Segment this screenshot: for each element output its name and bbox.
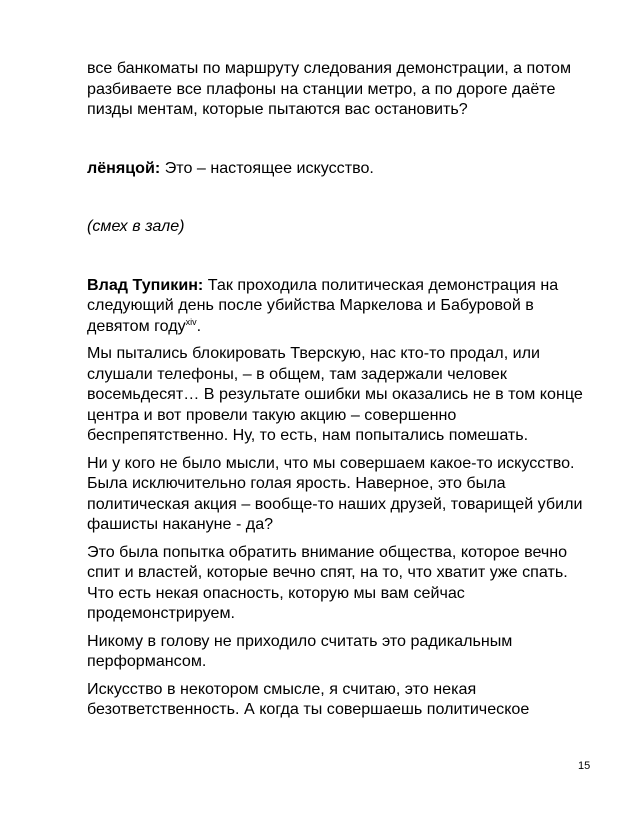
footnote-marker: xiv — [185, 316, 197, 327]
paragraph-tupikin — [87, 275, 597, 337]
page-number: 15 — [578, 760, 591, 772]
paragraph-body: Это была попытка обратить внимание общества, которое вечно спит и властей, которые вечно спят, на то, что хватит уже спать. Что есть некая опасность, которую мы вам сейчас продемонстрируем. — [87, 542, 568, 622]
speaker-name: Влад Тупикин: — [87, 275, 204, 294]
paragraph-body: Никому в голову не приходило считать это радикальным перформансом. — [87, 631, 513, 670]
speaker-text-end: . — [196, 316, 202, 335]
paragraph-question-end: все банкоматы по маршруту следования демонстрации, а потом разбиваете все плафоны на станции метро, а по дороге даёте пизды ментам, которые пытаются вас остановить? — [87, 59, 572, 118]
page-body — [87, 58, 597, 720]
paragraph-body: Мы пытались блокировать Тверскую, нас кто-то продал, или слушали телефоны, – в общем, там задержали человек восемьдесят… В результате ошибки мы оказались не в том конце центра и вот провели такую акцию – совершенно беспрепятственно. Ну, то есть, нам попытались помешать. — [87, 344, 583, 444]
paragraph-body: Искусство в некотором смысле, я считаю, это некая безответственность. А когда ты совершаешь политическое — [87, 679, 530, 718]
speaker-text: Это – настоящее искусство. — [160, 158, 374, 177]
stage-direction: (смех в зале) — [87, 217, 185, 235]
paragraph-body: Ни у кого не было мысли, что мы совершаем какое-то искусство. Была исключительно голая ярость. Наверное, это была политическая акция – вообще-то наших друзей, товарищей убили фашисты накануне - да? — [87, 453, 583, 533]
paragraph-lenyatsoy — [87, 158, 597, 179]
speaker-name: лёняцой: — [87, 158, 161, 177]
speaker-text: Так проходила политическая демонстрация на следующий день после убийства Маркелова и Бабуровой в девятом году — [87, 275, 559, 335]
